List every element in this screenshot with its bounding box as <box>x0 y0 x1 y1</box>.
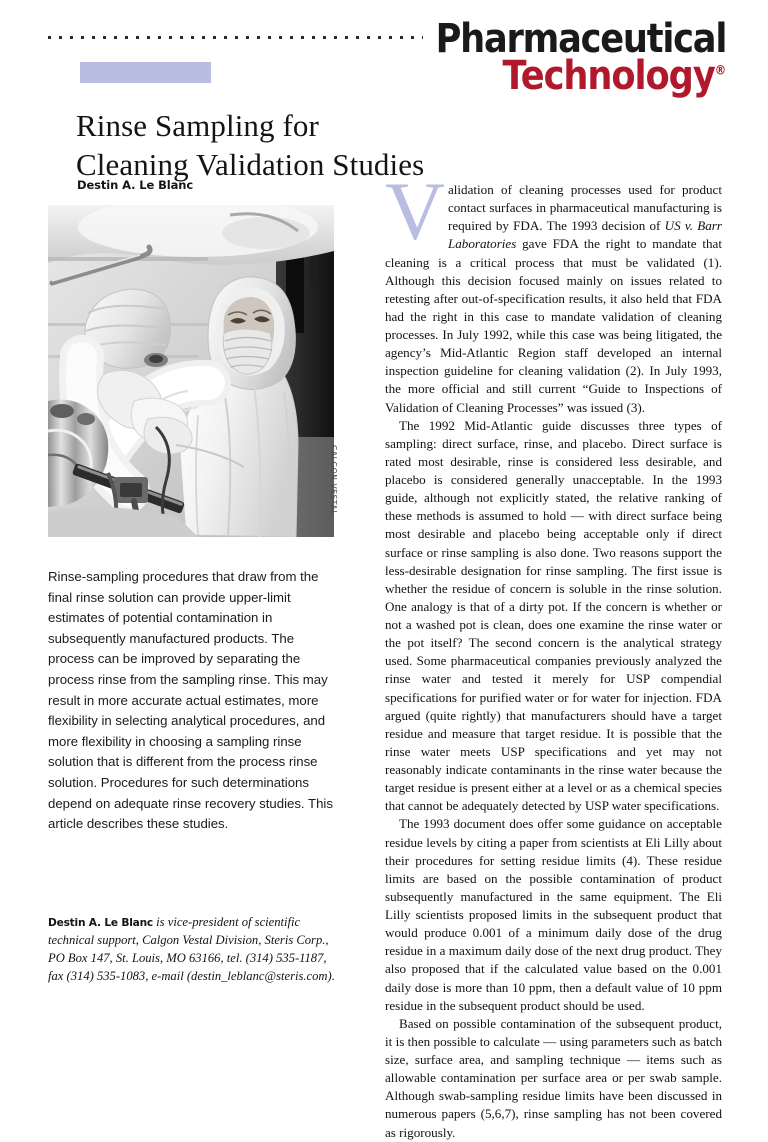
body-paragraph-3: The 1993 document does offer some guidance on acceptable residue levels by citing a paper from scientists at Eli Lilly about their procedures for setting residue limits (4). These residue limits are based on the possible contamination of product subsequently manufactured in the same equipment. The Eli Lilly scientists proposed limits in the subsequent product that would produce 0.001 of a minimum daily dose of the drug residue in a maximum daily dose of the next drug product. They also proposed that if the calculated value based on the 0.001 daily dose is more than 10 ppm, then a default value of 10 ppm residue in the subsequent product should be used. <box>385 816 722 1013</box>
body-paragraph-1 <box>385 165 723 417</box>
body-paragraph-1-part-b: gave FDA the right to mandate that cleaning is a critical process that must be validated (1). Although this decision focused mainly on issues related to retesting after out-of-specification results, it also held that FDA had the right in this case to mandate validation of cleaning processes. In July 1992, while this case was being litigated, the agency’s Mid-Atlantic Region staff developed an internal inspection guideline for cleaning validation (2). In July 1993, the more official and still current “Guide to Inspections of Validation of Cleaning Processes” was issued (3). <box>385 236 722 415</box>
page-title-line-1: Rinse Sampling for <box>76 107 319 143</box>
title-accent-bar <box>80 62 211 83</box>
drop-cap: V <box>385 165 445 257</box>
dotted-rule-divider <box>48 36 423 39</box>
author-bio-name: Destin A. Le Blanc <box>48 917 154 929</box>
article-photo <box>48 205 334 537</box>
article-body-column <box>385 165 723 1142</box>
cleanroom-technician-illustration <box>48 205 334 537</box>
masthead-line-technology <box>435 53 726 100</box>
author-bio-text: is vice-president of scientific technical support, Calgon Vestal Division, Steris Corp., PO Box 147, St. Louis, MO 63166, tel. (314) 535-1187, fax (314) 535-1083, e-mail (destin_leblanc@steris.com). <box>48 915 335 983</box>
photo-image <box>48 205 334 537</box>
body-paragraph-1-part-a: alidation of cleaning processes used for product contact surfaces in pharmaceutical manufacturing is required by FDA. The 1993 decision of <box>447 182 722 234</box>
case-citation: US v. Barr Laboratories <box>447 218 723 252</box>
photo-credit: CALGON VESTAL <box>329 445 338 515</box>
article-abstract: Rinse-sampling procedures that draw from the final rinse solution can provide upper-limit estimates of potential contamination in subsequently manufactured products. The process can be improved by separating the process rinse from the sampling rinse. This may result in more accurate actual estimates, more flexibility in selecting analytical procedures, and more flexibility in choosing a sampling rinse solution that is different from the process rinse solution. Procedures for such determinations depend on adequate rinse recovery studies. This article describes these studies. <box>48 569 333 832</box>
masthead-line-pharmaceutical: Pharmaceutical <box>435 16 726 62</box>
magazine-masthead <box>396 16 726 100</box>
byline-author: Destin A. Le Blanc <box>77 178 194 192</box>
body-paragraph-2: The 1992 Mid-Atlantic guide discusses three types of sampling: direct surface, rinse, and placebo. Direct surface is rated most desirable, rinse is considered less desirable, and placebo is considered generally unacceptable. In the 1993 guide, although not explicitly stated, the relative ranking of these methods is assumed to hold — with direct surface being most desirable and placebo being acceptable only if direct surface or rinse sampling is also done. Two reasons support the less-desirable designation for rinse sampling. The first issue is whether the residue of concern is soluble in the rinse solution. One analogy is that of a dirty pot. If the concern is whether or not a washed pot is clean, does one examine the rinse water or the pot itself? The second concern is the analytical strategy used. Some pharmaceutical companies previously analyzed the rinse water and tested it merely for USP compendial specifications for purified water or for water for injection. FDA argued (quite rightly) that manufacturers should have a target residue and measure that target residue. It is possible that the rinse water meets USP specifications and yet may not reasonably indicate contaminants in the rinse water because the target residue is present either at a level or as a chemical species that cannot be adequately detected by USP water specifications. <box>385 417 722 814</box>
author-bio <box>48 914 338 986</box>
page-title-line-2: Cleaning Validation Studies <box>76 146 425 182</box>
masthead-technology-text: Technology <box>502 53 715 100</box>
body-paragraph-4: Based on possible contamination of the subsequent product, it is then possible to calculate — using parameters such as batch size, surface area, and sampling technique — items such as allowable contamination per surface area or per swab sample. Although swab-sampling residue limits have been discussed in numerous papers (5,6,7), rinse sampling has not been covered as rigorously. <box>385 1015 722 1140</box>
registered-trademark-icon: ® <box>714 63 726 79</box>
